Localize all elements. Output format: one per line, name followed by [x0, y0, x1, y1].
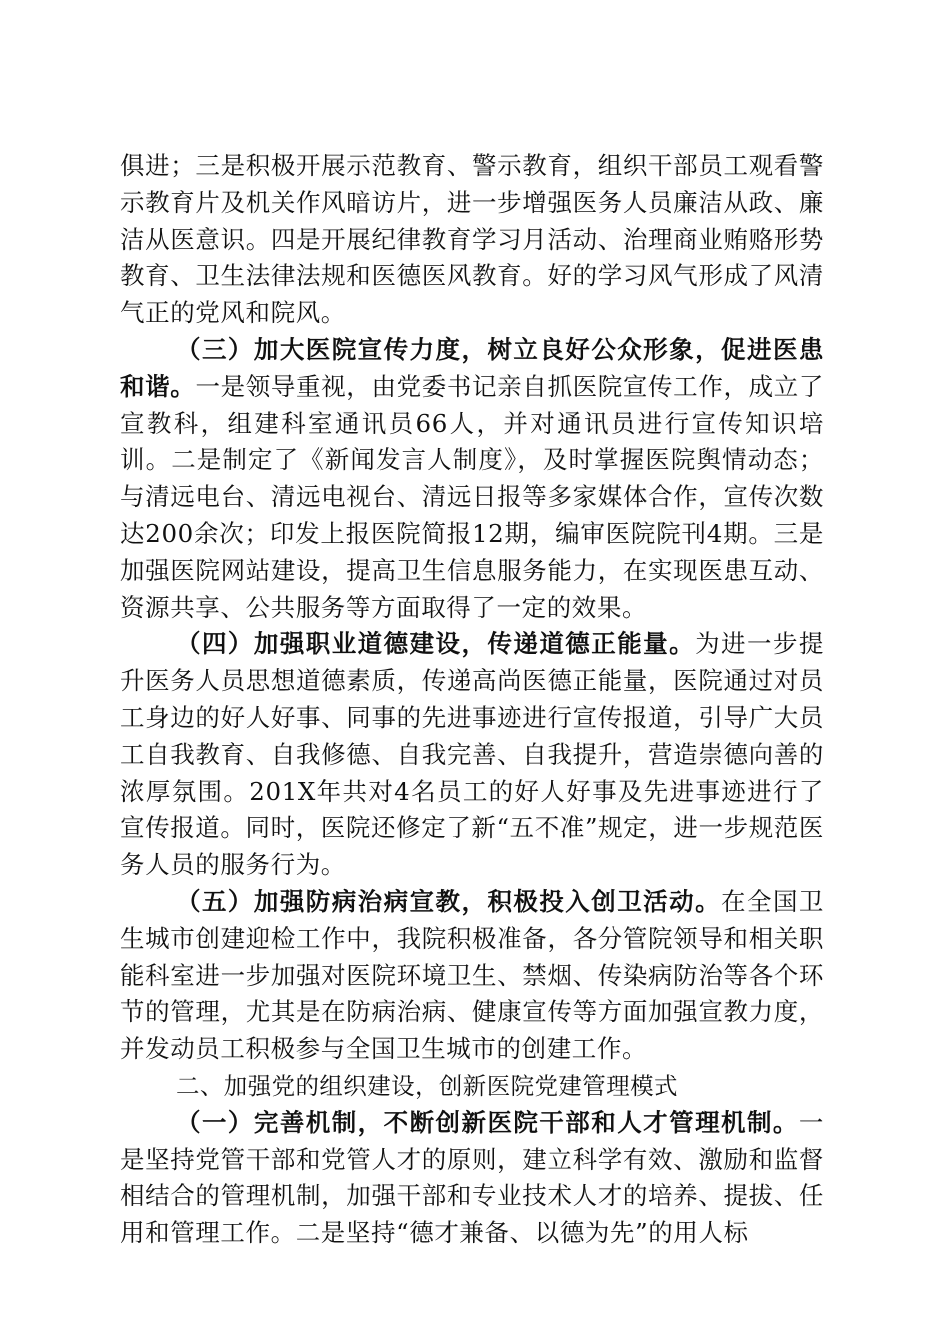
paragraph-text: 一是领导重视，由党委书记亲自抓医院宣传工作，成立了宣教科，组建科室通讯员66人，并对通讯员进行宣传知识培训。二是制定了《新闻发言人制度》，及时掌握医院舆情动态；与清远电台、清远电视台、清远日报等多家媒体合作，宣传次数达200余次；印发上报医院简报12期，编审医院院刊4期。三是加强医院网站建设，提高卫生信息服务能力，在实现医患互动、资源共享、公共服务等方面取得了一定的效果。 — [120, 371, 824, 622]
paragraph-text: 俱进；三是积极开展示范教育、警示教育，组织干部员工观看警示教育片及机关作风暗访片，进一步增强医务人员廉洁从政、廉洁从医意识。四是开展纪律教育学习月活动、治理商业贿赂形势教育、卫生法律法规和医德医风教育。好的学习风气形成了风清气正的党风和院风。 — [120, 151, 824, 328]
paragraph-continuation — [120, 148, 824, 332]
paragraph-subsection-1 — [120, 1105, 824, 1252]
document-body — [120, 148, 824, 1252]
paragraph-lead: （五）加强防病治病宣教，积极投入创卫活动。 — [176, 886, 722, 916]
section-heading: 二、加强党的组织建设，创新医院党建管理模式 — [176, 1071, 678, 1100]
paragraph-section-5 — [120, 884, 824, 1068]
paragraph-lead: （三）加大医院宣传力度，树立良好公众形象，促进医患和谐。 — [120, 334, 824, 401]
paragraph-text: 一是坚持党管干部和党管人才的原则，建立科学有效、激励和监督相结合的管理机制，加强干部和专业技术人才的培养、提拔、任用和管理工作。二是坚持“德才兼备、以德为先”的用人标 — [120, 1107, 824, 1248]
paragraph-text: 在全国卫生城市创建迎检工作中，我院积极准备，各分管院领导和相关职能科室进一步加强对医院环境卫生、禁烟、传染病防治等各个环节的管理，尤其是在防病治病、健康宣传等方面加强宣教力度，并发动员工积极参与全国卫生城市的创建工作。 — [120, 886, 824, 1064]
paragraph-section-3 — [120, 332, 824, 626]
paragraph-section-4 — [120, 626, 824, 884]
paragraph-lead: （一）完善机制，不断创新医院干部和人才管理机制。 — [176, 1107, 799, 1137]
paragraph-lead: （四）加强职业道德建设，传递道德正能量。 — [176, 629, 696, 659]
paragraph-text: 为进一步提升医务人员思想道德素质，传递高尚医德正能量，医院通过对员工身边的好人好事、同事的先进事迹进行宣传报道，引导广大员工自我教育、自我修德、自我完善、自我提升，营造崇德向善的浓厚氛围。201X年共对4名员工的好人好事及先进事迹进行了宣传报道。同时，医院还修定了新“五不准”规定，进一步规范医务人员的服务行为。 — [120, 629, 825, 880]
